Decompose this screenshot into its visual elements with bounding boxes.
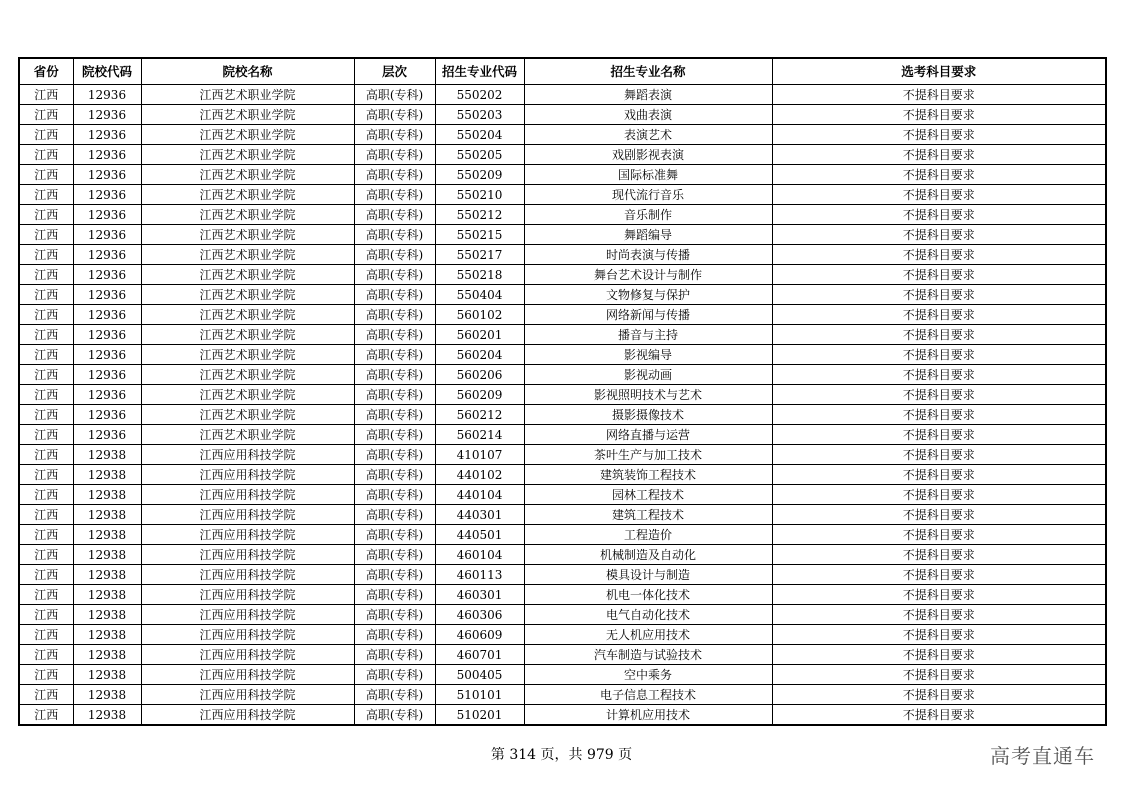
table-row [19, 365, 1106, 385]
cell-major-name: 工程造价 [524, 525, 772, 545]
cell-province: 江西 [19, 365, 73, 385]
cell-subject-requirement: 不提科目要求 [772, 305, 1106, 325]
cell-subject-requirement: 不提科目要求 [772, 705, 1106, 726]
cell-school-code: 12938 [73, 625, 141, 645]
cell-major-name: 影视编导 [524, 345, 772, 365]
cell-school-code: 12936 [73, 425, 141, 445]
table-row [19, 505, 1106, 525]
cell-major-name: 计算机应用技术 [524, 705, 772, 726]
cell-level: 高职(专科) [354, 185, 435, 205]
table-row [19, 185, 1106, 205]
cell-major-code: 510101 [435, 685, 524, 705]
cell-school-name: 江西应用科技学院 [141, 565, 354, 585]
cell-subject-requirement: 不提科目要求 [772, 445, 1106, 465]
cell-major-code: 550203 [435, 105, 524, 125]
cell-province: 江西 [19, 325, 73, 345]
cell-school-code: 12936 [73, 245, 141, 265]
cell-major-code: 560209 [435, 385, 524, 405]
table-row [19, 345, 1106, 365]
cell-subject-requirement: 不提科目要求 [772, 105, 1106, 125]
cell-school-name: 江西艺术职业学院 [141, 85, 354, 105]
cell-school-name: 江西艺术职业学院 [141, 205, 354, 225]
cell-province: 江西 [19, 205, 73, 225]
cell-major-code: 550204 [435, 125, 524, 145]
cell-province: 江西 [19, 285, 73, 305]
cell-school-code: 12938 [73, 525, 141, 545]
cell-major-name: 戏曲表演 [524, 105, 772, 125]
cell-major-name: 网络新闻与传播 [524, 305, 772, 325]
cell-subject-requirement: 不提科目要求 [772, 265, 1106, 285]
cell-level: 高职(专科) [354, 165, 435, 185]
cell-province: 江西 [19, 585, 73, 605]
cell-school-code: 12936 [73, 185, 141, 205]
cell-major-name: 无人机应用技术 [524, 625, 772, 645]
table-row [19, 685, 1106, 705]
cell-level: 高职(专科) [354, 605, 435, 625]
cell-level: 高职(专科) [354, 245, 435, 265]
cell-major-code: 560212 [435, 405, 524, 425]
cell-school-code: 12936 [73, 365, 141, 385]
cell-province: 江西 [19, 445, 73, 465]
cell-subject-requirement: 不提科目要求 [772, 485, 1106, 505]
table-row [19, 205, 1106, 225]
cell-subject-requirement: 不提科目要求 [772, 285, 1106, 305]
cell-school-name: 江西艺术职业学院 [141, 305, 354, 325]
table-row [19, 585, 1106, 605]
cell-subject-requirement: 不提科目要求 [772, 585, 1106, 605]
cell-school-name: 江西应用科技学院 [141, 485, 354, 505]
admission-table [18, 57, 1107, 726]
cell-school-code: 12938 [73, 465, 141, 485]
cell-subject-requirement: 不提科目要求 [772, 345, 1106, 365]
cell-school-name: 江西应用科技学院 [141, 505, 354, 525]
cell-major-name: 戏剧影视表演 [524, 145, 772, 165]
cell-major-name: 园林工程技术 [524, 485, 772, 505]
cell-school-name: 江西应用科技学院 [141, 465, 354, 485]
cell-province: 江西 [19, 165, 73, 185]
cell-major-name: 国际标准舞 [524, 165, 772, 185]
cell-subject-requirement: 不提科目要求 [772, 205, 1106, 225]
cell-school-name: 江西应用科技学院 [141, 645, 354, 665]
cell-major-name: 机电一体化技术 [524, 585, 772, 605]
cell-level: 高职(专科) [354, 505, 435, 525]
cell-province: 江西 [19, 145, 73, 165]
cell-subject-requirement: 不提科目要求 [772, 225, 1106, 245]
cell-school-code: 12936 [73, 145, 141, 165]
table-header-row [19, 58, 1106, 85]
cell-school-name: 江西应用科技学院 [141, 625, 354, 645]
cell-major-code: 550212 [435, 205, 524, 225]
cell-major-code: 440501 [435, 525, 524, 545]
cell-level: 高职(专科) [354, 385, 435, 405]
cell-province: 江西 [19, 125, 73, 145]
cell-major-name: 机械制造及自动化 [524, 545, 772, 565]
header-school-code: 院校代码 [73, 58, 141, 85]
cell-school-name: 江西应用科技学院 [141, 585, 354, 605]
cell-major-code: 460609 [435, 625, 524, 645]
table-row [19, 605, 1106, 625]
cell-level: 高职(专科) [354, 625, 435, 645]
cell-school-code: 12936 [73, 205, 141, 225]
cell-school-code: 12938 [73, 505, 141, 525]
cell-subject-requirement: 不提科目要求 [772, 605, 1106, 625]
cell-level: 高职(专科) [354, 345, 435, 365]
cell-school-code: 12936 [73, 105, 141, 125]
table-row [19, 645, 1106, 665]
cell-level: 高职(专科) [354, 285, 435, 305]
cell-school-code: 12938 [73, 565, 141, 585]
cell-major-code: 410107 [435, 445, 524, 465]
cell-school-name: 江西艺术职业学院 [141, 325, 354, 345]
cell-major-code: 560214 [435, 425, 524, 445]
cell-province: 江西 [19, 245, 73, 265]
cell-school-code: 12938 [73, 685, 141, 705]
cell-major-code: 550210 [435, 185, 524, 205]
cell-level: 高职(专科) [354, 485, 435, 505]
cell-province: 江西 [19, 405, 73, 425]
cell-province: 江西 [19, 345, 73, 365]
cell-subject-requirement: 不提科目要求 [772, 565, 1106, 585]
cell-province: 江西 [19, 685, 73, 705]
cell-subject-requirement: 不提科目要求 [772, 525, 1106, 545]
cell-major-code: 460306 [435, 605, 524, 625]
cell-subject-requirement: 不提科目要求 [772, 425, 1106, 445]
cell-province: 江西 [19, 485, 73, 505]
cell-major-code: 550404 [435, 285, 524, 305]
cell-major-code: 500405 [435, 665, 524, 685]
cell-school-code: 12938 [73, 485, 141, 505]
table-row [19, 265, 1106, 285]
cell-major-code: 550218 [435, 265, 524, 285]
cell-province: 江西 [19, 465, 73, 485]
cell-province: 江西 [19, 225, 73, 245]
cell-level: 高职(专科) [354, 545, 435, 565]
cell-school-name: 江西艺术职业学院 [141, 165, 354, 185]
cell-school-name: 江西艺术职业学院 [141, 105, 354, 125]
table-row [19, 385, 1106, 405]
cell-subject-requirement: 不提科目要求 [772, 85, 1106, 105]
cell-level: 高职(专科) [354, 565, 435, 585]
table-row [19, 325, 1106, 345]
cell-subject-requirement: 不提科目要求 [772, 185, 1106, 205]
cell-school-name: 江西艺术职业学院 [141, 405, 354, 425]
cell-province: 江西 [19, 545, 73, 565]
table-row [19, 545, 1106, 565]
header-subject-requirement: 选考科目要求 [772, 58, 1106, 85]
cell-major-name: 现代流行音乐 [524, 185, 772, 205]
cell-subject-requirement: 不提科目要求 [772, 365, 1106, 385]
cell-school-name: 江西艺术职业学院 [141, 265, 354, 285]
table-row [19, 125, 1106, 145]
cell-level: 高职(专科) [354, 425, 435, 445]
cell-school-name: 江西艺术职业学院 [141, 385, 354, 405]
cell-level: 高职(专科) [354, 465, 435, 485]
cell-province: 江西 [19, 305, 73, 325]
table-row [19, 145, 1106, 165]
cell-province: 江西 [19, 185, 73, 205]
cell-level: 高职(专科) [354, 125, 435, 145]
cell-major-name: 电子信息工程技术 [524, 685, 772, 705]
cell-major-code: 460113 [435, 565, 524, 585]
cell-subject-requirement: 不提科目要求 [772, 645, 1106, 665]
cell-level: 高职(专科) [354, 705, 435, 726]
cell-subject-requirement: 不提科目要求 [772, 145, 1106, 165]
cell-major-name: 摄影摄像技术 [524, 405, 772, 425]
cell-school-name: 江西艺术职业学院 [141, 145, 354, 165]
cell-subject-requirement: 不提科目要求 [772, 545, 1106, 565]
cell-subject-requirement: 不提科目要求 [772, 125, 1106, 145]
cell-major-name: 表演艺术 [524, 125, 772, 145]
header-major-name: 招生专业名称 [524, 58, 772, 85]
cell-school-code: 12938 [73, 605, 141, 625]
header-level: 层次 [354, 58, 435, 85]
cell-school-code: 12936 [73, 285, 141, 305]
cell-school-name: 江西艺术职业学院 [141, 225, 354, 245]
cell-major-code: 550202 [435, 85, 524, 105]
cell-subject-requirement: 不提科目要求 [772, 465, 1106, 485]
table-row [19, 105, 1106, 125]
cell-school-code: 12936 [73, 165, 141, 185]
cell-major-name: 建筑装饰工程技术 [524, 465, 772, 485]
cell-school-name: 江西应用科技学院 [141, 545, 354, 565]
cell-school-code: 12938 [73, 665, 141, 685]
cell-province: 江西 [19, 105, 73, 125]
cell-province: 江西 [19, 605, 73, 625]
cell-level: 高职(专科) [354, 525, 435, 545]
cell-subject-requirement: 不提科目要求 [772, 385, 1106, 405]
cell-school-code: 12936 [73, 225, 141, 245]
cell-level: 高职(专科) [354, 225, 435, 245]
cell-subject-requirement: 不提科目要求 [772, 505, 1106, 525]
table-row [19, 245, 1106, 265]
cell-province: 江西 [19, 265, 73, 285]
cell-major-name: 时尚表演与传播 [524, 245, 772, 265]
page-number: 第 314 页，共 979 页 [490, 747, 633, 763]
cell-level: 高职(专科) [354, 585, 435, 605]
cell-subject-requirement: 不提科目要求 [772, 685, 1106, 705]
cell-school-code: 12938 [73, 585, 141, 605]
cell-school-name: 江西艺术职业学院 [141, 285, 354, 305]
cell-major-name: 茶叶生产与加工技术 [524, 445, 772, 465]
cell-major-name: 电气自动化技术 [524, 605, 772, 625]
cell-major-name: 播音与主持 [524, 325, 772, 345]
cell-level: 高职(专科) [354, 365, 435, 385]
cell-province: 江西 [19, 85, 73, 105]
cell-major-code: 550215 [435, 225, 524, 245]
cell-school-name: 江西艺术职业学院 [141, 345, 354, 365]
table-row [19, 525, 1106, 545]
cell-major-name: 空中乘务 [524, 665, 772, 685]
cell-major-code: 460301 [435, 585, 524, 605]
table-row [19, 665, 1106, 685]
cell-level: 高职(专科) [354, 665, 435, 685]
table-row [19, 445, 1106, 465]
cell-major-name: 文物修复与保护 [524, 285, 772, 305]
cell-province: 江西 [19, 645, 73, 665]
cell-province: 江西 [19, 565, 73, 585]
table-row [19, 485, 1106, 505]
table-row [19, 85, 1106, 105]
cell-major-code: 560204 [435, 345, 524, 365]
cell-level: 高职(专科) [354, 305, 435, 325]
header-province: 省份 [19, 58, 73, 85]
cell-major-name: 舞台艺术设计与制作 [524, 265, 772, 285]
header-major-code: 招生专业代码 [435, 58, 524, 85]
table-row [19, 285, 1106, 305]
cell-school-name: 江西艺术职业学院 [141, 365, 354, 385]
cell-major-code: 550217 [435, 245, 524, 265]
cell-school-name: 江西艺术职业学院 [141, 185, 354, 205]
cell-major-name: 网络直播与运营 [524, 425, 772, 445]
cell-school-name: 江西应用科技学院 [141, 445, 354, 465]
cell-major-name: 音乐制作 [524, 205, 772, 225]
cell-major-code: 560206 [435, 365, 524, 385]
cell-school-code: 12936 [73, 385, 141, 405]
cell-province: 江西 [19, 385, 73, 405]
cell-major-code: 550205 [435, 145, 524, 165]
cell-level: 高职(专科) [354, 105, 435, 125]
cell-level: 高职(专科) [354, 265, 435, 285]
cell-school-name: 江西应用科技学院 [141, 685, 354, 705]
cell-subject-requirement: 不提科目要求 [772, 665, 1106, 685]
cell-level: 高职(专科) [354, 205, 435, 225]
cell-major-code: 550209 [435, 165, 524, 185]
cell-major-name: 建筑工程技术 [524, 505, 772, 525]
cell-major-code: 560201 [435, 325, 524, 345]
cell-level: 高职(专科) [354, 85, 435, 105]
cell-school-code: 12936 [73, 85, 141, 105]
cell-level: 高职(专科) [354, 405, 435, 425]
cell-major-name: 舞蹈编导 [524, 225, 772, 245]
cell-subject-requirement: 不提科目要求 [772, 245, 1106, 265]
table-body [19, 85, 1106, 726]
cell-school-name: 江西应用科技学院 [141, 525, 354, 545]
table-row [19, 465, 1106, 485]
table-row [19, 425, 1106, 445]
cell-level: 高职(专科) [354, 325, 435, 345]
cell-school-name: 江西艺术职业学院 [141, 125, 354, 145]
cell-province: 江西 [19, 665, 73, 685]
cell-province: 江西 [19, 525, 73, 545]
cell-major-name: 影视动画 [524, 365, 772, 385]
watermark-logo-text: 高考直通车 [990, 744, 1095, 768]
cell-level: 高职(专科) [354, 645, 435, 665]
table-row [19, 225, 1106, 245]
cell-subject-requirement: 不提科目要求 [772, 625, 1106, 645]
cell-major-name: 汽车制造与试验技术 [524, 645, 772, 665]
cell-major-name: 影视照明技术与艺术 [524, 385, 772, 405]
table-row [19, 405, 1106, 425]
cell-province: 江西 [19, 505, 73, 525]
cell-school-code: 12938 [73, 645, 141, 665]
cell-school-code: 12936 [73, 305, 141, 325]
cell-major-code: 440301 [435, 505, 524, 525]
table-row [19, 165, 1106, 185]
cell-subject-requirement: 不提科目要求 [772, 325, 1106, 345]
cell-major-name: 舞蹈表演 [524, 85, 772, 105]
cell-school-code: 12936 [73, 325, 141, 345]
cell-school-code: 12938 [73, 705, 141, 726]
cell-school-name: 江西应用科技学院 [141, 705, 354, 726]
cell-major-code: 510201 [435, 705, 524, 726]
cell-province: 江西 [19, 705, 73, 726]
cell-school-name: 江西应用科技学院 [141, 665, 354, 685]
header-school-name: 院校名称 [141, 58, 354, 85]
cell-school-code: 12938 [73, 545, 141, 565]
table-row [19, 565, 1106, 585]
cell-school-code: 12938 [73, 445, 141, 465]
cell-major-code: 440104 [435, 485, 524, 505]
cell-major-code: 440102 [435, 465, 524, 485]
cell-school-code: 12936 [73, 405, 141, 425]
cell-level: 高职(专科) [354, 685, 435, 705]
cell-province: 江西 [19, 625, 73, 645]
cell-school-name: 江西应用科技学院 [141, 605, 354, 625]
cell-major-code: 460701 [435, 645, 524, 665]
table-row [19, 305, 1106, 325]
cell-school-code: 12936 [73, 125, 141, 145]
cell-school-code: 12936 [73, 345, 141, 365]
cell-level: 高职(专科) [354, 445, 435, 465]
cell-major-name: 模具设计与制造 [524, 565, 772, 585]
cell-province: 江西 [19, 425, 73, 445]
cell-school-code: 12936 [73, 265, 141, 285]
cell-level: 高职(专科) [354, 145, 435, 165]
table-row [19, 705, 1106, 726]
table-row [19, 625, 1106, 645]
cell-subject-requirement: 不提科目要求 [772, 405, 1106, 425]
cell-major-code: 560102 [435, 305, 524, 325]
cell-subject-requirement: 不提科目要求 [772, 165, 1106, 185]
cell-school-name: 江西艺术职业学院 [141, 245, 354, 265]
cell-major-code: 460104 [435, 545, 524, 565]
cell-school-name: 江西艺术职业学院 [141, 425, 354, 445]
